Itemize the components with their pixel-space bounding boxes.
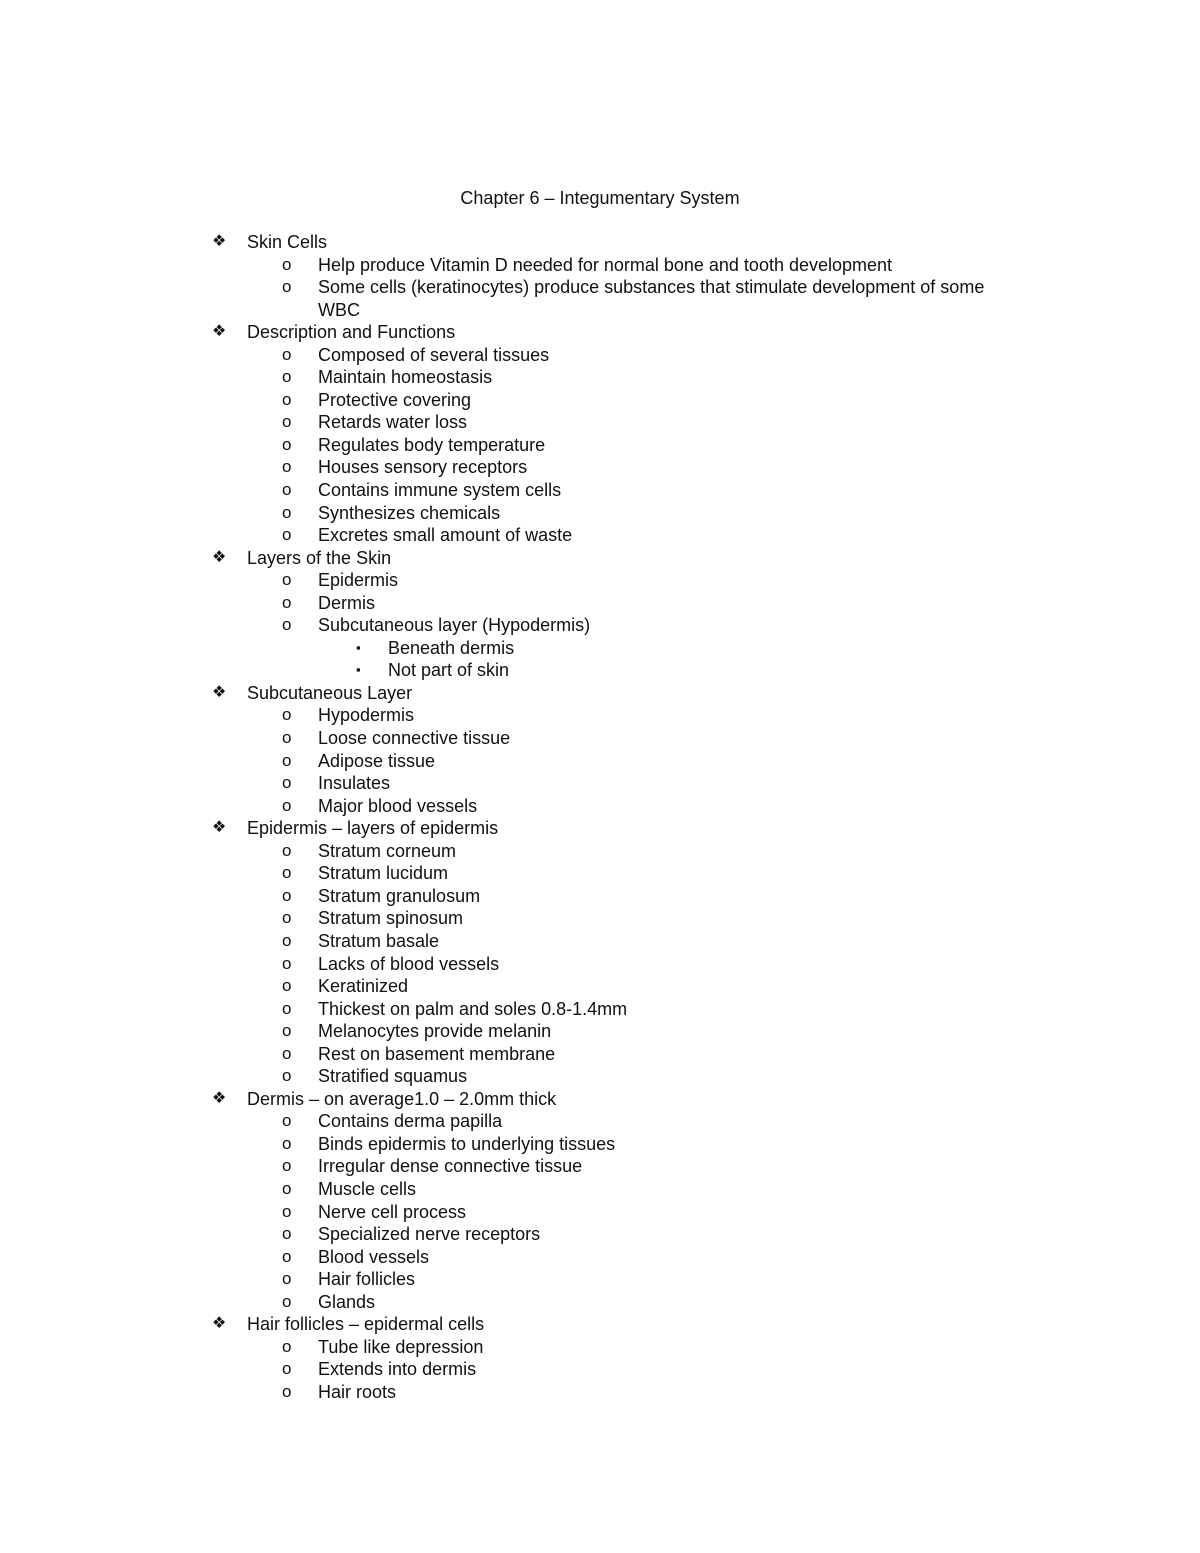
outline-list: [210, 231, 1010, 1403]
bullet-marker: ❖: [212, 233, 227, 250]
list-item-text: Melanocytes provide melanin: [318, 1021, 552, 1042]
bullet-marker: o: [282, 1336, 292, 1356]
list-item: [210, 727, 1010, 750]
bullet-marker: o: [282, 953, 292, 973]
list-item: [210, 1336, 1010, 1359]
bullet-marker: ▪: [356, 662, 361, 678]
bullet-marker: o: [282, 367, 292, 387]
bullet-marker: o: [282, 840, 292, 860]
bullet-marker: o: [282, 389, 292, 409]
list-item: [210, 434, 1010, 457]
bullet-marker: o: [282, 1156, 292, 1176]
bullet-marker: o: [282, 570, 292, 590]
list-item-text: Houses sensory receptors: [318, 457, 528, 478]
list-item-text: Protective covering: [318, 389, 472, 410]
list-item-text: Stratum granulosum: [318, 885, 481, 906]
list-item: [210, 862, 1010, 885]
bullet-marker: o: [282, 480, 292, 500]
list-item-text: Excretes small amount of waste: [318, 525, 573, 546]
list-item: [210, 614, 1010, 637]
list-item: [210, 344, 1010, 367]
bullet-marker: o: [282, 1111, 292, 1131]
bullet-marker: ❖: [212, 1089, 227, 1107]
bullet-marker: o: [282, 1201, 292, 1221]
bullet-marker: o: [282, 1224, 292, 1244]
list-item-text: Rest on basement membrane: [318, 1043, 556, 1064]
bullet-marker: ❖: [212, 683, 227, 701]
list-item-text: Help produce Vitamin D needed for normal bone and tooth development: [318, 254, 893, 275]
bullet-marker: o: [282, 1178, 292, 1198]
bullet-marker: o: [282, 773, 292, 793]
section-heading-text: Layers of the Skin: [247, 547, 392, 568]
section-heading-text: Hair follicles – epidermal cells: [247, 1314, 485, 1335]
list-item: [210, 795, 1010, 818]
section-heading: [210, 817, 1010, 840]
bullet-marker: o: [282, 728, 292, 748]
bullet-marker: o: [282, 998, 292, 1018]
list-item: [210, 524, 1010, 547]
sub-list-item-text: Beneath dermis: [388, 637, 515, 658]
list-item: [210, 1358, 1010, 1381]
list-item: [210, 1155, 1010, 1178]
bullet-marker: o: [282, 1381, 292, 1401]
bullet-marker: o: [282, 885, 292, 905]
bullet-marker: o: [282, 1291, 292, 1311]
bullet-marker: o: [282, 863, 292, 883]
list-item-text: Insulates: [318, 773, 391, 794]
bullet-marker: ❖: [212, 548, 227, 566]
list-item: [210, 1291, 1010, 1314]
list-item-text: Binds epidermis to underlying tissues: [318, 1133, 616, 1154]
list-item-text: Stratified squamus: [318, 1066, 468, 1087]
list-item-text: Specialized nerve receptors: [318, 1224, 541, 1245]
list-item-text: Nerve cell process: [318, 1201, 467, 1222]
page-title: Chapter 6 – Integumentary System: [460, 188, 740, 208]
sub-list-item: [210, 637, 1010, 660]
bullet-marker: o: [282, 1066, 292, 1086]
list-item-text: Hypodermis: [318, 705, 415, 726]
list-item: [210, 1201, 1010, 1224]
bullet-marker: o: [282, 344, 292, 364]
list-item: [210, 366, 1010, 389]
list-item: [210, 569, 1010, 592]
bullet-marker: o: [282, 908, 292, 928]
list-item-text: Composed of several tissues: [318, 344, 550, 365]
bullet-marker: o: [282, 1021, 292, 1041]
list-item-text: Stratum corneum: [318, 840, 457, 861]
bullet-marker: o: [282, 615, 292, 635]
list-item: [210, 704, 1010, 727]
section-heading: [210, 547, 1010, 570]
bullet-marker: o: [282, 502, 292, 522]
list-item-text: Contains derma papilla: [318, 1111, 503, 1132]
list-item: [210, 276, 1008, 321]
bullet-marker: o: [282, 1269, 292, 1289]
section-heading: [210, 1313, 1010, 1336]
list-item-text: Dermis: [318, 592, 375, 613]
list-item: [210, 479, 1010, 502]
list-item-text: Tube like depression: [318, 1336, 484, 1357]
section-heading-text: Epidermis – layers of epidermis: [247, 818, 499, 839]
bullet-marker: o: [282, 412, 292, 432]
list-item: [210, 750, 1010, 773]
section-heading-text: Description and Functions: [247, 322, 456, 343]
list-item-text: Epidermis: [318, 570, 399, 591]
sub-list-item-text: Not part of skin: [388, 660, 510, 681]
section-heading: [210, 1088, 1010, 1111]
bullet-marker: o: [282, 525, 292, 545]
list-item-text: Lacks of blood vessels: [318, 953, 500, 974]
list-item: [210, 1110, 1010, 1133]
list-item-text: Synthesizes chemicals: [318, 502, 501, 523]
list-item-text: Hair follicles: [318, 1269, 416, 1290]
list-item: [210, 456, 1010, 479]
bullet-marker: o: [282, 750, 292, 770]
section-heading-text: Dermis – on average1.0 – 2.0mm thick: [247, 1088, 557, 1109]
list-item-text: Stratum lucidum: [318, 863, 449, 884]
list-item: [210, 953, 1010, 976]
bullet-marker: o: [282, 1359, 292, 1379]
list-item-text: Subcutaneous layer (Hypodermis): [318, 615, 591, 636]
section-heading-text: Subcutaneous Layer: [247, 682, 413, 703]
bullet-marker: o: [282, 1246, 292, 1266]
list-item: [210, 772, 1010, 795]
list-item-text: Stratum basale: [318, 930, 440, 951]
list-item-text: Contains immune system cells: [318, 480, 562, 501]
section-heading: [210, 682, 1010, 705]
list-item: [210, 254, 1010, 277]
bullet-marker: ▪: [356, 639, 361, 655]
list-item-text: Blood vessels: [318, 1246, 430, 1267]
bullet-marker: o: [282, 795, 292, 815]
list-item: [210, 1246, 1010, 1269]
bullet-marker: o: [282, 976, 292, 996]
bullet-marker: o: [282, 434, 292, 454]
list-item: [210, 502, 1010, 525]
list-item: [210, 1178, 1010, 1201]
bullet-marker: ❖: [212, 819, 227, 837]
list-item: [210, 1268, 1010, 1291]
list-item-text: Keratinized: [318, 976, 409, 997]
list-item: [210, 592, 1010, 615]
list-item: [210, 1223, 1010, 1246]
list-item-text: Thickest on palm and soles 0.8-1.4mm: [318, 998, 628, 1019]
list-item-text: Muscle cells: [318, 1178, 417, 1199]
list-item-text: Glands: [318, 1291, 376, 1312]
bullet-marker: o: [282, 592, 292, 612]
sub-list-item: [210, 659, 1010, 682]
list-item-text: Extends into dermis: [318, 1359, 477, 1380]
list-item: [210, 1133, 1010, 1156]
list-item-text: Irregular dense connective tissue: [318, 1156, 583, 1177]
list-item-text: Major blood vessels: [318, 795, 478, 816]
section-heading-text: Skin Cells: [247, 232, 328, 252]
list-item: [210, 411, 1010, 434]
list-item-text: Maintain homeostasis: [318, 367, 493, 388]
list-item: [210, 1043, 1010, 1066]
bullet-marker: ❖: [212, 1315, 227, 1333]
list-item: [210, 1065, 1010, 1088]
list-item: [210, 1020, 1010, 1043]
list-item: [210, 389, 1010, 412]
list-item-text: Loose connective tissue: [318, 728, 511, 749]
list-item: [210, 840, 1010, 863]
list-item-text: Retards water loss: [318, 412, 468, 433]
bullet-marker: o: [282, 1043, 292, 1063]
section-heading: [210, 231, 1010, 254]
bullet-marker: o: [282, 1133, 292, 1153]
list-item: [210, 975, 1010, 998]
bullet-marker: ❖: [212, 323, 227, 341]
bullet-marker: o: [282, 457, 292, 477]
list-item-text: Stratum spinosum: [318, 908, 464, 929]
list-item-text: Some cells (keratinocytes) produce substances that stimulate development of some WBC: [318, 277, 985, 320]
list-item: [210, 1381, 1010, 1404]
list-item: [210, 998, 1010, 1021]
list-item-text: Hair roots: [318, 1381, 397, 1402]
bullet-marker: o: [282, 930, 292, 950]
list-item: [210, 907, 1010, 930]
bullet-marker: o: [282, 277, 292, 297]
list-item-text: Adipose tissue: [318, 750, 436, 771]
list-item-text: Regulates body temperature: [318, 434, 546, 455]
section-heading: [210, 321, 1010, 344]
bullet-marker: o: [282, 254, 292, 274]
list-item: [210, 885, 1010, 908]
list-item: [210, 930, 1010, 953]
bullet-marker: o: [282, 705, 292, 725]
